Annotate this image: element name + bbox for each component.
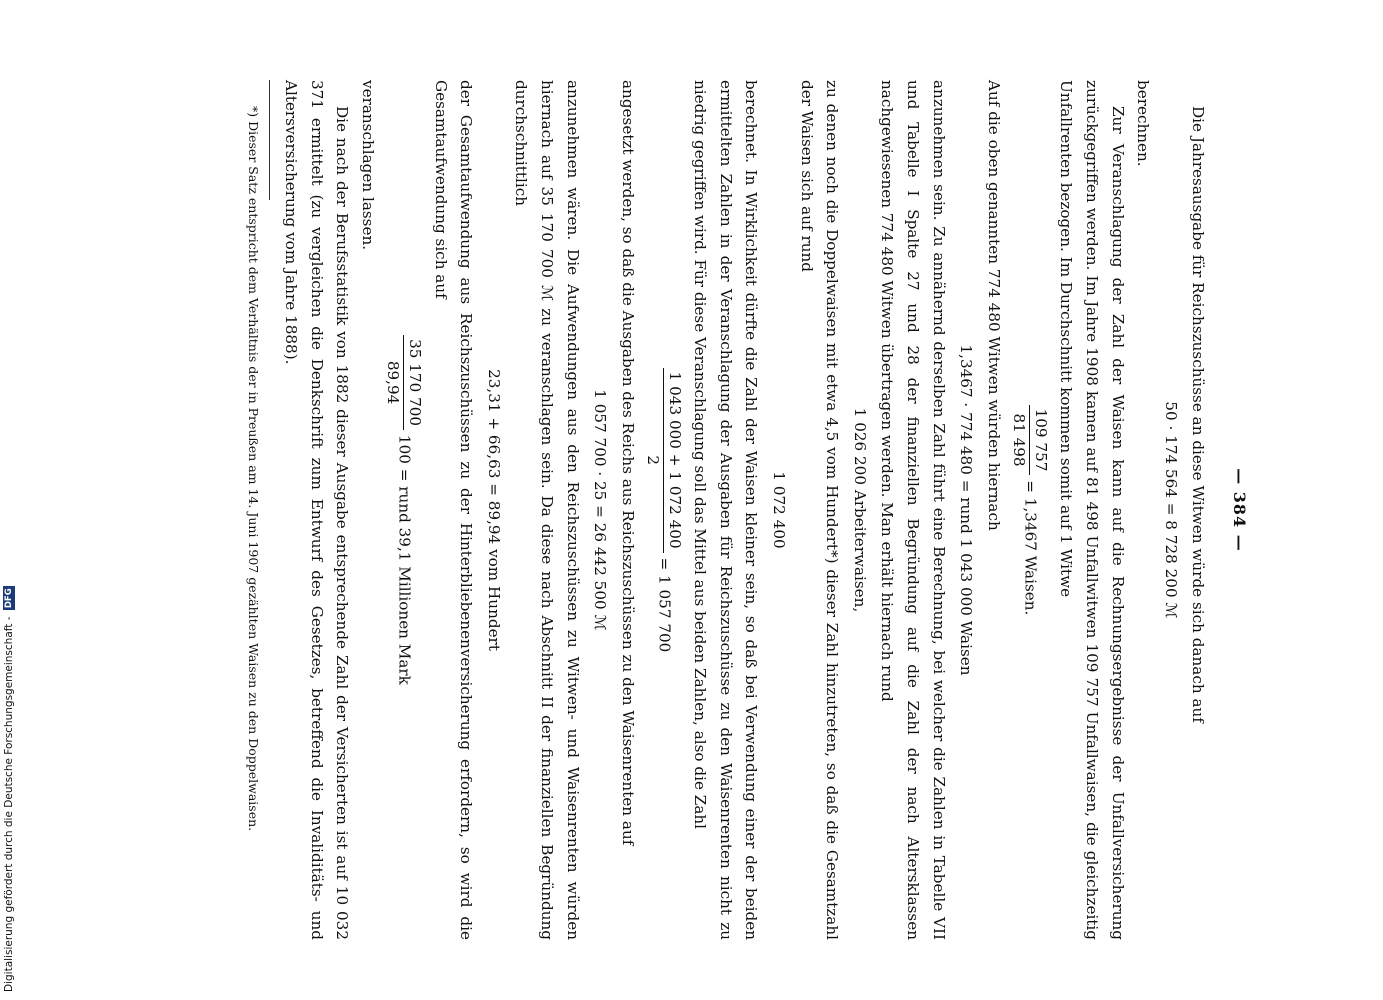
paragraph-12: Die nach der Berufsstatistik von 1882 dieser Ausgabe entsprechende Zahl der Versicherten ist auf 10 032 371 ermittelt (zu vergleichen die Denkschrift zum Entwurf des Gesetzes, betreffend die Invaliditäts- und Altersversicherung vom Jahre 1888). — [282, 80, 352, 940]
fraction-2-numerator: 109 757 — [1029, 405, 1051, 476]
fraction-9 — [382, 335, 425, 430]
fraction-6 — [642, 368, 685, 553]
credit-text: Digitalisierung gefördert durch die Deutsche Forschungsgemeinschaft - — [3, 616, 15, 992]
paragraph-3: Zur Veranschlagung der Zahl der Waisen kann auf die Rechnungsergebnisse der Unfallversicherung zurückgegriffen werden. Im Jahre 1908 kamen auf 81 498 Unfallwitwen 109 757 Unfallwaisen, die gleichzeitig Unfallrenten bezogen. Im Durchschnitt kommen somit auf 1 Witwe — [1057, 80, 1127, 940]
paragraph-7: berechnet. In Wirklichkeit dürfte die Zahl der Waisen kleiner sein, so daß bei Verwendung einer der beiden ermittelten Zahlen in der Veranschlagung der Ausgaben für Reichszuschüsse zu den Waisenrenten nicht zu niedrig gegriffen wird. Für diese Veranschlagung soll das Mittel aus beiden Zahlen, also die Zahl — [691, 80, 761, 940]
paragraph-1: Die Jahresausgabe für Reichszuschüsse an diese Witwen würde sich danach auf — [1189, 106, 1208, 723]
paragraph-11: veranschlagen lassen. — [358, 80, 377, 251]
fraction-6-denominator: 2 — [643, 455, 662, 465]
page-content — [152, 0, 1262, 1000]
scanned-page — [152, 0, 1262, 1000]
formula-7: 1 057 700 · 25 = 26 442 500 ℳ — [591, 389, 610, 631]
paragraph-2: berechnen. — [1134, 80, 1153, 167]
formula-5: 1 072 400 — [770, 471, 789, 549]
footnote: *) Dieser Satz entspricht dem Verhältnis der in Preußen am 14. Juni 1907 gezählten Waisen zu den Doppelwaisen. — [245, 106, 261, 832]
formula-9-result: 100 = rund 39,1 Millionen Mark — [395, 434, 414, 685]
fraction-2 — [1008, 405, 1051, 476]
paragraph-8: angesetzt werden, so daß die Ausgaben des Reichs aus Reichszuschüssen zu den Waisenrenten auf — [618, 80, 637, 846]
formula-6-result: = 1 057 700 — [655, 557, 674, 653]
formula-4: 1 026 200 Arbeiterwaisen, — [850, 407, 869, 613]
paragraph-6: zu denen noch die Doppelwaisen mit etwa 4,5 vom Hundert*) dieser Zahl hinzutreten, so daß die Gesamtzahl der Waisen sich auf rund — [797, 80, 842, 940]
paragraph-10: der Gesamtaufwendung aus Reichszuschüssen zu der Hinterbliebenenversicherung erfordern, so wird die Gesamtaufwendung sich auf — [431, 80, 476, 940]
page-number: — 384 — — [1230, 468, 1249, 552]
fraction-6-numerator: 1 043 000 + 1 072 400 — [663, 368, 685, 553]
formula-9 — [382, 80, 425, 940]
fraction-9-denominator: 89,94 — [383, 360, 402, 405]
footnote-divider — [269, 80, 270, 200]
fraction-2-denominator: 81 498 — [1009, 413, 1028, 467]
fraction-9-numerator: 35 170 700 — [403, 335, 425, 430]
formula-6 — [642, 80, 685, 940]
digitization-credit — [0, 0, 18, 1000]
dfg-logo: DFG — [4, 588, 14, 609]
formula-2 — [1008, 80, 1051, 940]
formula-2-result: = 1,3467 Waisen. — [1021, 480, 1040, 616]
formula-8: 23,31 + 66,63 = 89,94 vom Hundert — [484, 369, 503, 651]
paragraph-9: anzunehmen wären. Die Aufwendungen aus den Reichszuschüssen zu Witwen- und Waisenrenten würden hiernach auf 35 170 700 ℳ zu veranschlagen sein. Da diese nach Abschnitt II der finanziellen Begründung durchschnittlich — [512, 80, 582, 940]
paragraph-4: Auf die oben genannten 774 480 Witwen würden hiernach — [984, 80, 1003, 531]
paragraph-5: anzunehmen sein. Zu annähernd derselben Zahl führt eine Berechnung, bei welcher die Zahlen in Tabelle VII und Tabelle I Spalte 27 und 28 der finanziellen Begründung auf die Zahl der nach Altersklassen nachgewiesenen 774 480 Witwen übertragen werden. Man erhält hiernach rund — [878, 80, 948, 940]
formula-3: 1,3467 · 774 480 = rund 1 043 000 Waisen — [957, 344, 976, 676]
formula-1: 50 · 174 564 = 8 728 200 ℳ — [1161, 401, 1180, 619]
